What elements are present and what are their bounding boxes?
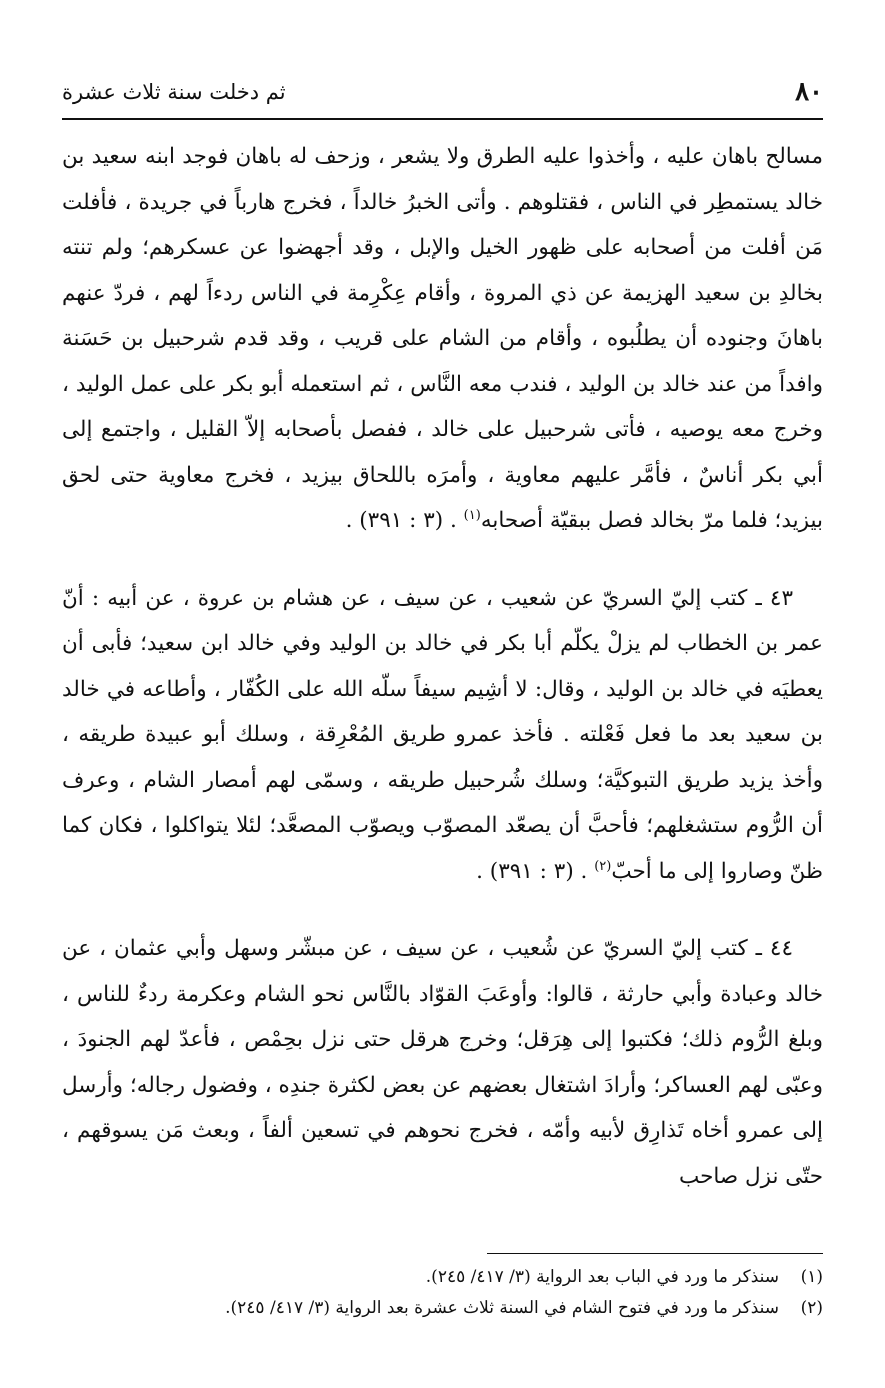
header-divider xyxy=(62,118,823,120)
footnote-ref-1: (١) xyxy=(463,507,481,523)
paragraph-text: مسالح باهان عليه ، وأخذوا عليه الطرق ولا يشعر ، وزحف له باهان فوجد ابنه سعيد بن خالد يستمطِر في الناس ، فقتلوهم . وأتى الخبرُ خالداً ، فخرج هارباً في جريدة ، فأفلت مَن أفلت من أصحابه على ظهور الخيل والإبل ، وقد أجهضوا عن عسكرهم؛ ولم تنته بخالدِ بن سعيد الهزيمة عن ذي المروة ، وأقام عِكْرِمة في الناس ردءاً لهم ، فردّ عنهم باهانَ وجنوده أن يطلُبوه ، وأقام من الشام على قريب ، وقد قدم شرحبيل بن حَسَنة وافداً من عند خالد بن الوليد ، فندب معه النَّاس ، ثم استعمله أبو بكر على عمل الوليد ، وخرج معه يوصيه ، فأتى شرحبيل على خالد ، ففصل بأصحابه إلاّ القليل ، واجتمع إلى أبي بكر أناسٌ ، فأمَّر عليهم معاوية ، وأمرَه باللحاق بيزيد ، فخرج معاوية حتى لحق بيزيد؛ فلما مرّ بخالد فصل ببقيّة أصحابه xyxy=(62,144,823,533)
chapter-title: ثم دخلت سنة ثلاث عشرة xyxy=(62,80,286,104)
footnote-ref-2: (٢) xyxy=(594,858,612,874)
footnote-number: (١) xyxy=(800,1267,823,1287)
page-number: ٨٠ xyxy=(795,77,823,107)
paragraph-continuation xyxy=(62,134,823,544)
footnote-text: سنذكر ما ورد في فتوح الشام في السنة ثلاث عشرة بعد الرواية (٣/ ٤١٧/ ٢٤٥). xyxy=(225,1298,779,1318)
citation: . (٣ : ٣٩١) . xyxy=(476,858,595,884)
running-header xyxy=(62,74,823,110)
paragraph-43 xyxy=(62,576,823,895)
paragraph-44 xyxy=(62,926,823,1199)
footnote-1 xyxy=(62,1262,823,1293)
main-text xyxy=(62,134,823,1199)
paragraph-text: ٤٤ ـ كتب إليّ السريّ عن شُعيب ، عن سيف ، عن مبشّر وسهل وأبي عثمان ، عن خالد وعبادة وأبي حارثة ، قالوا: وأوعَبَ القوّاد بالنَّاس نحو الشام وعكرمة ردءٌ للناس ، وبلغ الرُّوم ذلك؛ فكتبوا إلى هِرَقل؛ وخرج هرقل حتى نزل بحِمْص ، فأعدّ لهم الجنودَ ، وعبّى لهم العساكر؛ وأرادَ اشتغال بعضهم عن بعض لكثرة جندِه ، وفضول رجاله؛ وأرسل إلى عمرو أخاه تَذارِق لأبيه وأمّه ، فخرج نحوهم في تسعين ألفاً ، وبعث مَن يسوقهم ، حتّى نزل صاحب xyxy=(62,936,823,1189)
footnote-number: (٢) xyxy=(800,1298,823,1318)
footnote-text: سنذكر ما ورد في الباب بعد الرواية (٣/ ٤١٧/ ٢٤٥). xyxy=(425,1267,779,1287)
citation: . (٣ : ٣٩١) . xyxy=(345,508,464,533)
footnotes xyxy=(62,1262,823,1324)
paragraph-text: ٤٣ ـ كتب إليّ السريّ عن شعيب ، عن سيف ، عن هشام بن عروة ، عن أبيه : أنّ عمر بن الخطاب لم يزلْ يكلّم أبا بكر في خالد بن الوليد وفي خالد ابن سعيد؛ فأبى أن يعطيَه في خالد بن الوليد ، وقال: لا أشِيم سيفاً سلّه الله على الكُفّار ، وأطاعه في خالد بن سعيد بعد ما فعل فَعْلته . فأخذ عمرو طريق المُعْرِقة ، وسلك أبو عبيدة طريقه ، وأخذ يزيد طريق التبوكيَّة؛ وسلك شُرحبيل طريقه ، وسمّى لهم أمصار الشام ، وعرف أن الرُّوم ستشغلهم؛ فأحبَّ أن يصعّد المصوّب ويصوّب المصعَّد؛ لئلا يتواكلوا ، فكان كما ظنّ وصاروا إلى ما أحبّ xyxy=(62,585,823,884)
footnote-divider xyxy=(487,1253,823,1254)
footnote-2 xyxy=(62,1293,823,1324)
